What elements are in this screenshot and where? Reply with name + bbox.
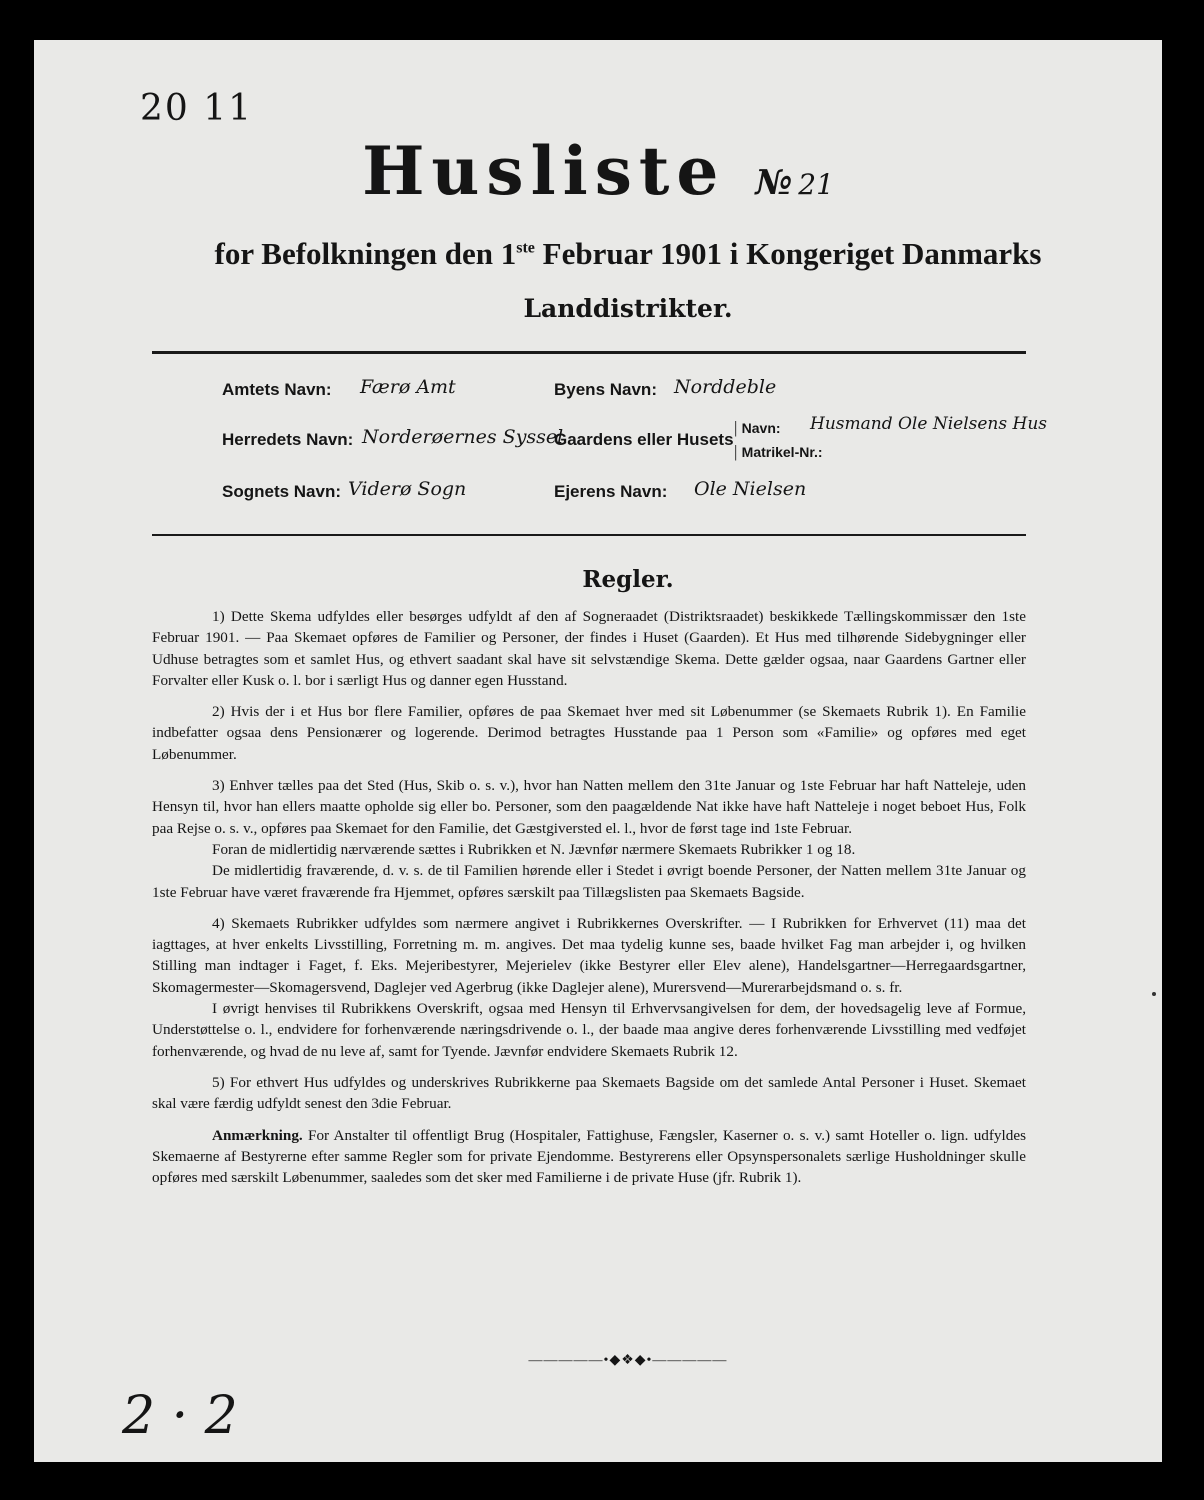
rule-4: 4) Skemaets Rubrikker udfyldes som nærmere angivet i Rubrikkernes Overskrifter. — I Rubrikken for Erhvervet (11) maa det iagttages, at hver enkelts Livsstilling, Forretning m. m. angives. Det maa tydelig kunne ses, baade hvilket Fag man arbejder i, og hvilken Stilling man indtager i Faget, f. Eks. Mejeribestyrer, Mejerielev (ikke Bestyrer eller Elev alene), Handelsgartner—Herregaardsgartner, Skomagermester—Skomagersvend, Daglejer ved Agerbrug (ikke Daglejer alene), Murersvend—Murerarbejdsmand o. s. fr. (152, 914, 1026, 996)
middle-divider (152, 534, 1026, 536)
handwritten-mark: 2 · 2 (122, 1386, 238, 1446)
rules-body (152, 606, 1026, 1198)
district-heading: Landdistrikter. (523, 294, 733, 323)
rule-4-extra: I øvrigt henvises til Rubrikkens Overskrift, ogsaa med Hensyn til Erhvervsangivelsen for dem, der hovedsagelig leve af Formue, Understøttelse o. l., endvidere for forhenværende næringsdrivende o. l., der baade maa angive deres forhenværende Livsstilling med vedføjet forhenværende, og hvad de nu leve af, samt for Tyende. Jævnfør endvidere Skemaets Rubrik 12. (152, 1000, 1026, 1060)
subtitle-text-1: for Befolkningen den 1 (214, 236, 517, 271)
document-page (34, 40, 1162, 1462)
rules-heading: Regler. (582, 566, 674, 593)
title-main: Husliste (362, 132, 726, 210)
remark-text: For Anstalter til offentligt Brug (Hospitaler, Fattighuse, Fængsler, Kaserner o. s. v.) samt Hoteller o. lign. udfyldes Skemaerne af Bestyrerne efter samme Regler som for private Ejendomme. Bestyrerens eller Opsynspersonalets særlige Husholdninger skulle opføres med særskilt Løbenummer, saaledes som det sker med Familierne i de private Huse (jfr. Rubrik 1). (152, 1126, 1026, 1187)
number-label: № (755, 163, 793, 203)
ejerens-label: Ejerens Navn: (554, 482, 668, 501)
sognets-label: Sognets Navn: (222, 482, 342, 501)
sognets-value: Viderø Sogn (348, 478, 467, 500)
herredets-value: Norderøernes Syssel (362, 426, 564, 448)
rule-3-absent: De midlertidig fraværende, d. v. s. de til Familien hørende eller i Stedet i øvrigt boende Personer, der Natten mellem 31te Januar og 1ste Februar have været fraværende fra Hjemmet, opføres særskilt paa Tillægslisten paa Skemaets Bagside. (152, 862, 1026, 901)
byens-label: Byens Navn: (554, 380, 657, 399)
rule-5: 5) For ethvert Hus udfyldes og underskrives Rubrikkerne paa Skemaets Bagside om det samlede Antal Personer i Huset. Skemaet skal være færdig udfyldt senest den 3die Februar. (152, 1073, 1026, 1113)
archive-stamp: 20 11 (140, 88, 254, 129)
amtets-label: Amtets Navn: (222, 380, 332, 399)
document-subtitle (34, 236, 1204, 272)
rule-1: 1) Dette Skema udfyldes eller besørges udfyldt af den af Sogneraadet (Distriktsraadet) beskikkede Tællingskommissær den 1ste Februar 1901. — Paa Skemaet opføres de Familier og Personer, der findes i Huset (Gaarden). Et Hus med tilhørende Sidebygninger eller Udhuse betragtes som et samlet Hus, og ethvert saadant skal have sit selvstændige Skema. Dette gælder ogsaa, naar Gaardens Gartner eller Forvalter eller Kusk o. l. bor i særligt Hus og danner egen Husstand. (152, 608, 1026, 689)
herredets-label: Herredets Navn: (222, 430, 354, 449)
document-title (34, 132, 1162, 210)
rule-3-note-n: Foran de midlertidig nærværende sættes i Rubrikken et N. Jævnfør nærmere Skemaets Rubrikker 1 og 18. (212, 840, 856, 858)
subtitle-sup: ste (516, 239, 535, 257)
ejerens-value: Ole Nielsen (694, 478, 807, 500)
byens-value: Norddeble (674, 376, 777, 398)
ornament-divider: —————•◆❖◆•————— (528, 1353, 728, 1368)
remark-label: Anmærkning. (212, 1126, 303, 1144)
rule-3: 3) Enhver tælles paa det Sted (Hus, Skib o. s. v.), hvor han Natten mellem den 31te Januar og 1ste Februar har haft Natteleje, uden Hensyn til, hvor han ellers maatte opholde sig eller bo. Personer, som den paagældende Nat ikke have haft Natteleje i noget beboet Hus, Folk paa Rejse o. s. v., opføres paa Skemaet for den Familie, det Gæstgiversted el. l., hvor de først tage ind 1ste Februar. (152, 777, 1026, 837)
top-divider (152, 351, 1026, 354)
navn-label: Navn: (741, 420, 781, 436)
navn-brace: | Navn: | Matrikel-Nr.: (734, 418, 823, 461)
rule-2: 2) Hvis der i et Hus bor flere Familier, opføres de paa Skemaet hver med sit Løbenummer (se Skemaets Rubrik 1). En Familie indbefatter ogsaa dens Pensionærer og logerende. Derimod betragtes Husstande paa 1 Person som «Familie» og opføres med eget Løbenummer. (152, 703, 1026, 763)
matrikel-label: Matrikel-Nr.: (741, 444, 823, 460)
subtitle-text-2: Februar 1901 i Kongeriget Danmarks (534, 236, 1042, 271)
remark (152, 1125, 1026, 1189)
margin-dot (1152, 992, 1156, 996)
number-value: 21 (798, 168, 834, 201)
navn-value: Husmand Ole Nielsens Hus (810, 414, 1047, 434)
amtets-value: Færø Amt (360, 376, 456, 398)
gaardens-label: Gaardens eller Husets (554, 430, 734, 449)
